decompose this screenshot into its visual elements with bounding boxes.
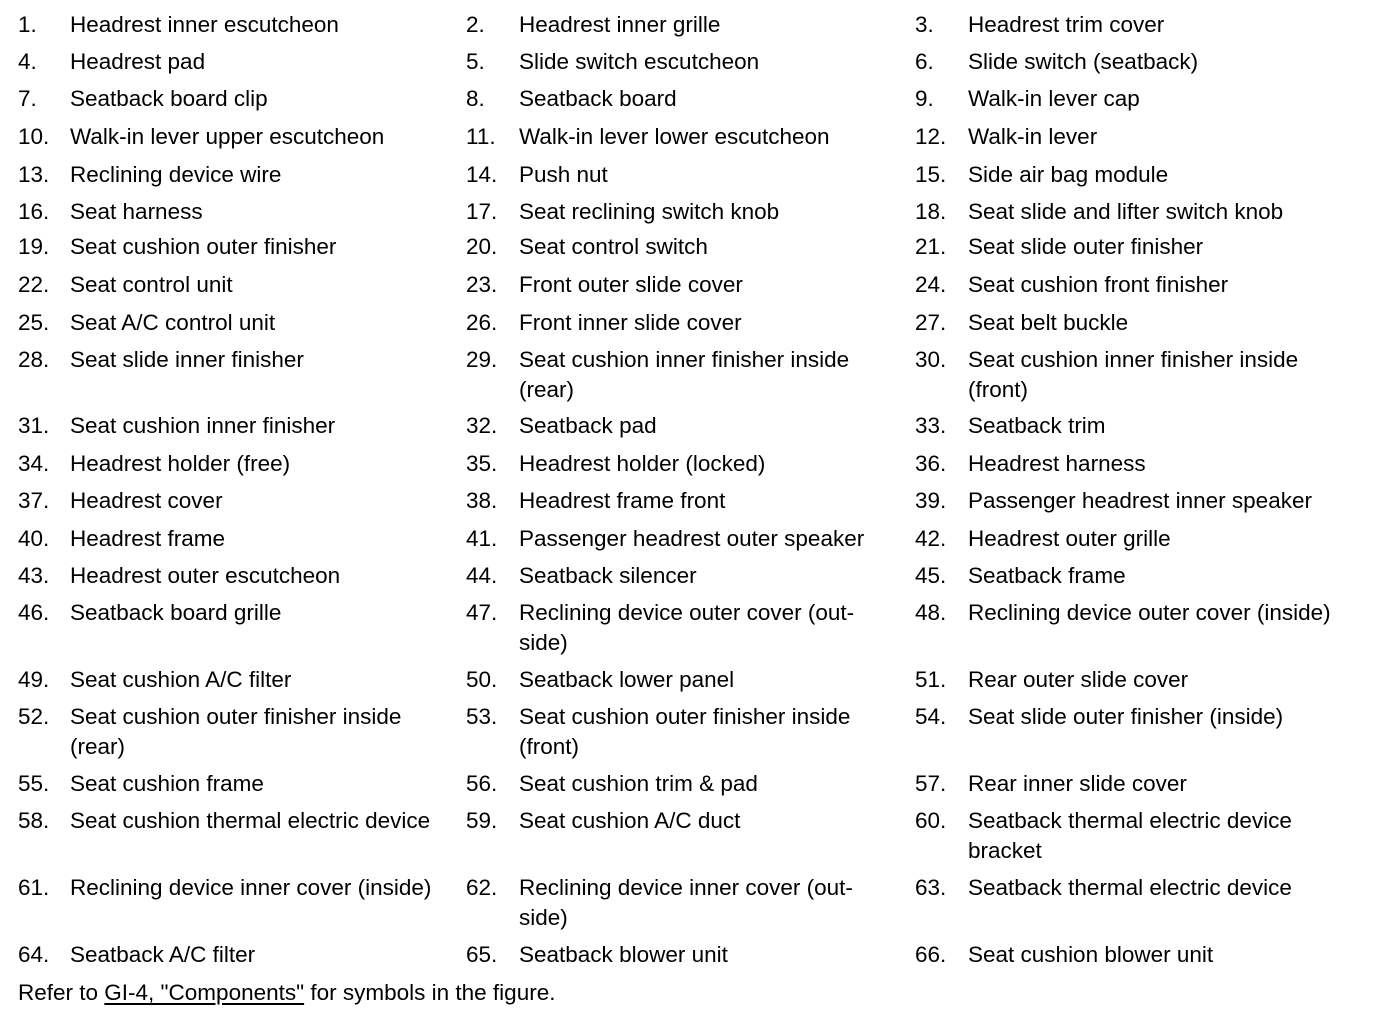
legend-item-label: Seat cushion inner finisher inside (rear) <box>519 347 850 402</box>
legend-item-label: Passenger headrest outer speaker <box>519 526 865 551</box>
legend-item-number: 45. <box>915 563 947 588</box>
legend-item-label: Reclining device outer cover (out- side) <box>519 600 855 655</box>
footer-suffix: for symbols in the figure. <box>304 980 556 1005</box>
legend-item-label: Walk-in lever <box>968 124 1098 149</box>
legend-item-label: Headrest inner grille <box>519 12 721 37</box>
legend-item-label: Seat harness <box>70 199 203 224</box>
legend-item-label: Seat belt buckle <box>968 310 1129 335</box>
legend-item-label: Side air bag module <box>968 162 1169 187</box>
legend-item-label: Headrest cover <box>70 488 223 513</box>
legend-item-label: Seat cushion blower unit <box>968 942 1214 967</box>
legend-item-number: 6. <box>915 49 934 74</box>
legend-item-number: 35. <box>466 451 498 476</box>
legend-item-number: 59. <box>466 808 498 833</box>
legend-item-number: 61. <box>18 875 50 900</box>
legend-item-number: 14. <box>466 162 498 187</box>
legend-item-label: Seat slide outer finisher (inside) <box>968 704 1284 729</box>
legend-item-label: Seatback board grille <box>70 600 282 625</box>
legend-item-label: Seatback board <box>519 86 677 111</box>
legend-item-number: 48. <box>915 600 947 625</box>
legend-item-label: Front outer slide cover <box>519 272 743 297</box>
legend-item-label: Seat cushion outer finisher inside (front) <box>519 704 851 759</box>
legend-item-number: 22. <box>18 272 50 297</box>
legend-item-label: Seat cushion frame <box>70 771 264 796</box>
legend-item-number: 11. <box>466 124 496 149</box>
legend-item-label: Seatback blower unit <box>519 942 728 967</box>
legend-item-number: 31. <box>18 413 50 438</box>
legend-item-number: 40. <box>18 526 50 551</box>
legend-item-number: 56. <box>466 771 498 796</box>
legend-item-number: 29. <box>466 347 498 372</box>
legend-item-number: 16. <box>18 199 50 224</box>
legend-item-number: 12. <box>915 124 947 149</box>
legend-item-label: Push nut <box>519 162 608 187</box>
legend-item-number: 58. <box>18 808 50 833</box>
legend-item-number: 24. <box>915 272 947 297</box>
legend-item-number: 19. <box>18 234 50 259</box>
legend-item-label: Reclining device outer cover (inside) <box>968 600 1331 625</box>
legend-item-label: Seat control unit <box>70 272 233 297</box>
legend-item-number: 18. <box>915 199 947 224</box>
legend-item-number: 46. <box>18 600 50 625</box>
legend-item-label: Seatback lower panel <box>519 667 735 692</box>
legend-item-label: Seatback trim <box>968 413 1106 438</box>
legend-item-number: 10. <box>18 124 50 149</box>
legend-item-number: 55. <box>18 771 50 796</box>
legend-item-number: 32. <box>466 413 498 438</box>
legend-item-number: 1. <box>18 12 37 37</box>
legend-item-number: 5. <box>466 49 485 74</box>
legend-item-label: Seat slide inner finisher <box>70 347 304 372</box>
legend-item-number: 65. <box>466 942 498 967</box>
legend-item-label: Reclining device inner cover (out- side) <box>519 875 853 930</box>
legend-item-label: Headrest holder (locked) <box>519 451 766 476</box>
legend-item-label: Seatback thermal electric device <box>968 875 1292 900</box>
legend-item-label: Headrest trim cover <box>968 12 1165 37</box>
legend-item-label: Seatback silencer <box>519 563 697 588</box>
legend-item-number: 8. <box>466 86 485 111</box>
legend-item-label: Reclining device wire <box>70 162 282 187</box>
legend-item-number: 60. <box>915 808 947 833</box>
legend-item-number: 4. <box>18 49 37 74</box>
legend-item-label: Headrest harness <box>968 451 1146 476</box>
legend-item-number: 33. <box>915 413 947 438</box>
legend-item-number: 57. <box>915 771 947 796</box>
footer-note <box>18 978 555 1008</box>
legend-item-label: Headrest inner escutcheon <box>70 12 339 37</box>
legend-item-label: Seatback pad <box>519 413 657 438</box>
legend-item-number: 52. <box>18 704 50 729</box>
legend-item-number: 30. <box>915 347 947 372</box>
legend-item-label: Seatback thermal electric device bracket <box>968 808 1292 863</box>
legend-item-number: 43. <box>18 563 50 588</box>
legend-item-number: 23. <box>466 272 498 297</box>
legend-item-number: 7. <box>18 86 37 111</box>
legend-item-label: Reclining device inner cover (inside) <box>70 875 432 900</box>
legend-item-label: Seatback frame <box>968 563 1126 588</box>
legend-item-label: Walk-in lever lower escutcheon <box>519 124 830 149</box>
legend-item-label: Walk-in lever cap <box>968 86 1140 111</box>
legend-item-label: Seat slide outer finisher <box>968 234 1204 259</box>
legend-item-label: Seat reclining switch knob <box>519 199 780 224</box>
legend-item-label: Seat cushion outer finisher <box>70 234 337 259</box>
legend-item-number: 50. <box>466 667 498 692</box>
legend-item-label: Seat slide and lifter switch knob <box>968 199 1284 224</box>
legend-item-number: 36. <box>915 451 947 476</box>
legend-item-label: Seat cushion thermal electric device <box>70 808 431 833</box>
legend-item-number: 38. <box>466 488 498 513</box>
legend-item-number: 20. <box>466 234 498 259</box>
legend-item-number: 2. <box>466 12 485 37</box>
legend-item-number: 21. <box>915 234 947 259</box>
legend-item-number: 37. <box>18 488 50 513</box>
legend-item-label: Seat cushion A/C filter <box>70 667 292 692</box>
legend-item-label: Headrest pad <box>70 49 206 74</box>
legend-item-number: 51. <box>915 667 947 692</box>
legend-item-label: Rear outer slide cover <box>968 667 1189 692</box>
legend-item-label: Headrest outer grille <box>968 526 1171 551</box>
legend-item-number: 17. <box>466 199 498 224</box>
legend-item-label: Seat cushion inner finisher <box>70 413 336 438</box>
legend-item-label: Seat cushion A/C duct <box>519 808 741 833</box>
legend-item-number: 39. <box>915 488 947 513</box>
legend-item-label: Slide switch (seatback) <box>968 49 1199 74</box>
legend-item-label: Headrest holder (free) <box>70 451 291 476</box>
legend-item-number: 9. <box>915 86 934 111</box>
legend-item-number: 44. <box>466 563 498 588</box>
legend-item-label: Seat control switch <box>519 234 708 259</box>
legend-item-label: Slide switch escutcheon <box>519 49 760 74</box>
legend-item-label: Seat cushion inner finisher inside (front) <box>968 347 1299 402</box>
legend-item-label: Passenger headrest inner speaker <box>968 488 1312 513</box>
legend-item-number: 66. <box>915 942 947 967</box>
legend-item-label: Seat cushion outer finisher inside (rear) <box>70 704 402 759</box>
legend-item-number: 15. <box>915 162 947 187</box>
legend-item-number: 13. <box>18 162 50 187</box>
legend-item-label: Front inner slide cover <box>519 310 742 335</box>
footer-prefix: Refer to <box>18 980 105 1005</box>
legend-item-number: 3. <box>915 12 934 37</box>
legend-item-number: 64. <box>18 942 50 967</box>
legend-item-label: Walk-in lever upper escutcheon <box>70 124 385 149</box>
legend-item-number: 25. <box>18 310 50 335</box>
legend-item-label: Seat A/C control unit <box>70 310 276 335</box>
legend-item-number: 62. <box>466 875 498 900</box>
legend-item-label: Seat cushion trim & pad <box>519 771 758 796</box>
legend-item-number: 63. <box>915 875 947 900</box>
legend-item-number: 28. <box>18 347 50 372</box>
legend-item-number: 41. <box>466 526 498 551</box>
legend-item-label: Seatback board clip <box>70 86 268 111</box>
legend-item-number: 34. <box>18 451 50 476</box>
legend-item-label: Rear inner slide cover <box>968 771 1187 796</box>
legend-item-label: Headrest outer escutcheon <box>70 563 341 588</box>
legend-item-label: Headrest frame <box>70 526 226 551</box>
legend-item-number: 26. <box>466 310 498 335</box>
legend-item-label: Headrest frame front <box>519 488 726 513</box>
legend-item-number: 53. <box>466 704 498 729</box>
legend-item-number: 47. <box>466 600 498 625</box>
legend-item-number: 54. <box>915 704 947 729</box>
legend-item-number: 42. <box>915 526 947 551</box>
components-reference-link[interactable]: GI-4, "Components" <box>104 980 305 1005</box>
legend-item-label: Seatback A/C filter <box>70 942 256 967</box>
legend-item-label: Seat cushion front finisher <box>968 272 1229 297</box>
legend-item-number: 27. <box>915 310 947 335</box>
legend-item-number: 49. <box>18 667 50 692</box>
